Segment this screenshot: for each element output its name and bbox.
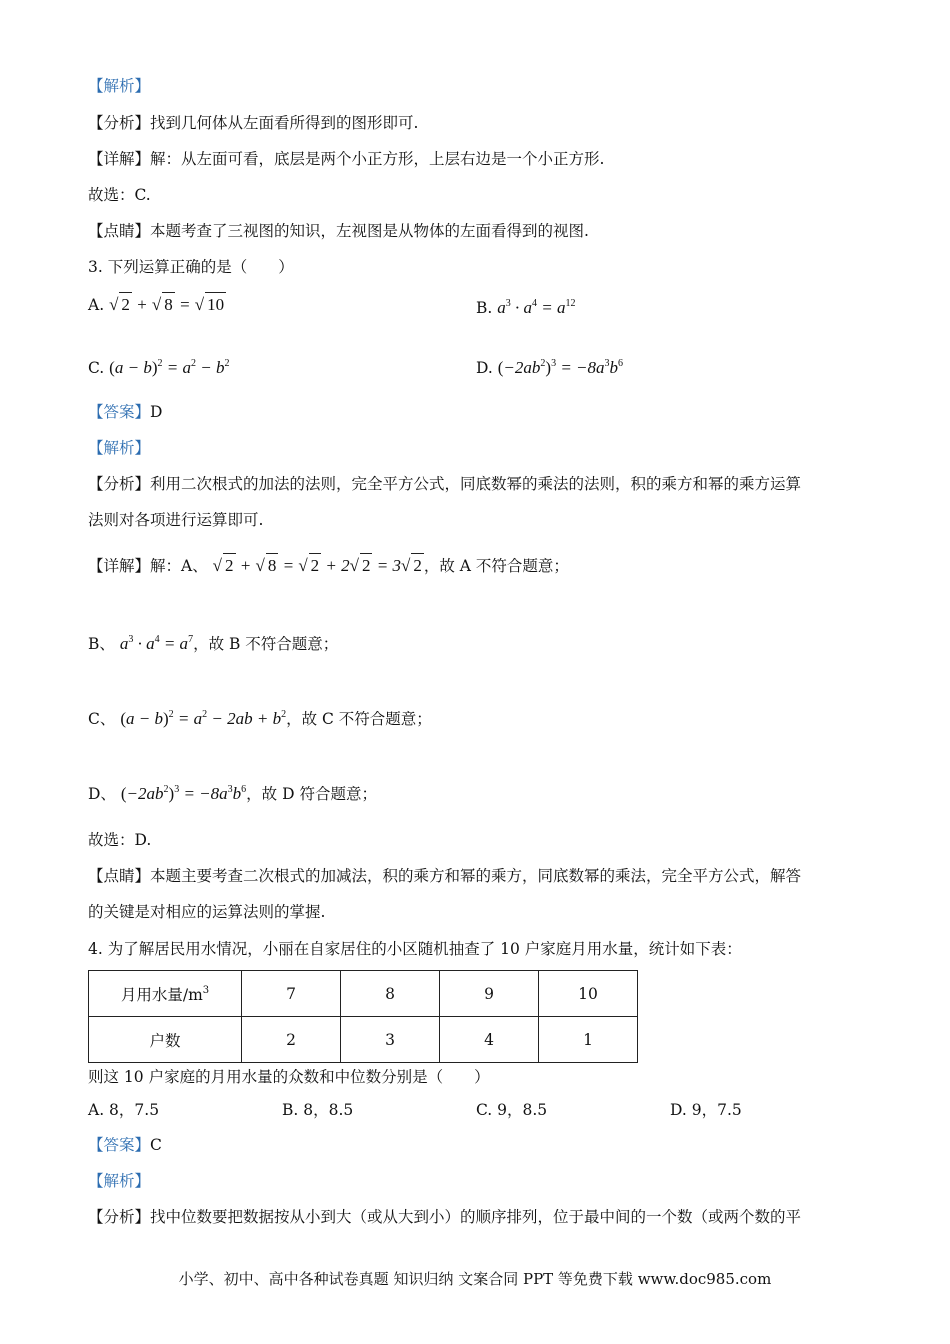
q3-comment-line2: 的关键是对相应的运算法则的掌握. [88, 903, 326, 921]
table-cell: 1 [539, 1017, 638, 1063]
q3-analysis-line1: 【分析】利用二次根式的加法的法则，完全平方公式，同底数幂的乘法的法则，积的乘方和幂的乘方运算 [88, 475, 802, 493]
table-cell: 4 [440, 1017, 539, 1063]
analysis-q2: 【分析】找到几何体从左面看所得到的图形即可. [88, 114, 419, 132]
table-header-households: 户数 [89, 1017, 242, 1063]
question-3-stem: 3. 下列运算正确的是（ ） [88, 258, 294, 276]
question-4-stem: 4. 为了解居民用水情况，小丽在自家居住的小区随机抽查了 10 户家庭月用水量，统计如下表： [88, 940, 742, 958]
q3-detail-a-formula: √ 2 + √ 8 = √ 2 + 2√ 2 = 3√ 2 [213, 556, 424, 575]
q3-comment-line1: 【点睛】本题主要考查二次根式的加减法，积的乘方和幂的乘方，同底数幂的乘法，完全平方公式，解答 [88, 867, 802, 885]
q4-analysis: 【分析】找中位数要把数据按从小到大（或从大到小）的顺序排列，位于最中间的一个数（或两个数的平 [88, 1208, 802, 1226]
table-row [89, 971, 638, 1017]
q3-detail-c-formula: $(a - b)^2 = a^2 - 2ab + b^2$ [120, 709, 287, 728]
q3-option-c: C. $(a - b)^2 = a^2 - b^2$ [88, 358, 230, 377]
page-footer: 小学、初中、高中各种试卷真题 知识归纳 文案合同 PPT 等免费下载 www.doc985.com [178, 1270, 772, 1288]
table-cell: 2 [242, 1017, 341, 1063]
table-row [89, 1017, 638, 1063]
water-usage-table [88, 970, 638, 1063]
q3-detail-c: C、 $(a - b)^2 = a^2 - 2ab + b^2$，故 C 不符合题意； [88, 709, 432, 728]
q4-jiexi-tag: 【解析】 [88, 1172, 151, 1190]
q3-option-b-formula: $a^3 \cdot a^4 = a^{12}$ [497, 298, 576, 317]
table-cell: 9 [440, 971, 539, 1017]
q3-detail-d-formula: $(-2ab^2)^3 = -8a^3b^6$ [120, 784, 247, 803]
jiexi-tag-q2: 【解析】 [88, 77, 151, 95]
q3-jiexi-tag: 【解析】 [88, 439, 151, 457]
table-cell: 7 [242, 971, 341, 1017]
table-header-usage: 月用水量$/m^3$ [89, 971, 242, 1017]
q3-option-d-formula: $(-2ab^2)^3 = -8a^3b^6$ [497, 358, 624, 377]
q3-option-b: B. $a^3 \cdot a^4 = a^{12}$ [476, 298, 576, 317]
q3-choice: 故选：D. [88, 831, 152, 849]
table-cell: 8 [341, 971, 440, 1017]
q4-option-c: C. 9，8.5 [476, 1101, 548, 1119]
q3-answer: 【答案】D [88, 403, 163, 421]
q4-option-a: A. 8，7.5 [88, 1101, 160, 1119]
q3-analysis-line2: 法则对各项进行运算即可. [88, 511, 264, 529]
q3-option-c-formula: $(a - b)^2 = a^2 - b^2$ [109, 358, 230, 377]
table-cell: 10 [539, 971, 638, 1017]
comment-q2: 【点睛】本题考查了三视图的知识，左视图是从物体的左面看得到的视图. [88, 222, 589, 240]
q4-option-d: D. 9，7.5 [670, 1101, 742, 1119]
table-cell: 3 [341, 1017, 440, 1063]
q3-option-a: A. √ 2 + √ 8 = √ 10 [88, 292, 226, 317]
q4-option-b: B. 8，8.5 [282, 1101, 354, 1119]
q3-detail-a: 【详解】解：A、 √ 2 + √ 8 = √ 2 + 2√ 2 = 3√ 2 ，故 A 不符合题意； [88, 553, 569, 578]
q3-detail-b: B、 $a^3 \cdot a^4 = a^7$，故 B 不符合题意； [88, 634, 339, 653]
q3-option-d: D. $(-2ab^2)^3 = -8a^3b^6$ [476, 358, 624, 377]
q4-answer: 【答案】C [88, 1136, 162, 1154]
q4-question: 则这 10 户家庭的月用水量的众数和中位数分别是（ ） [88, 1068, 490, 1086]
q3-detail-d: D、 $(-2ab^2)^3 = -8a^3b^6$，故 D 符合题意； [88, 784, 377, 803]
detail-q2: 【详解】解：从左面可看，底层是两个小正方形，上层右边是一个小正方形. [88, 150, 605, 168]
choice-q2: 故选：C. [88, 186, 151, 204]
q3-option-a-formula: √ 2 + √ 8 = √ 10 [109, 295, 226, 314]
q3-detail-b-formula: $a^3 \cdot a^4 = a^7$ [119, 634, 194, 653]
